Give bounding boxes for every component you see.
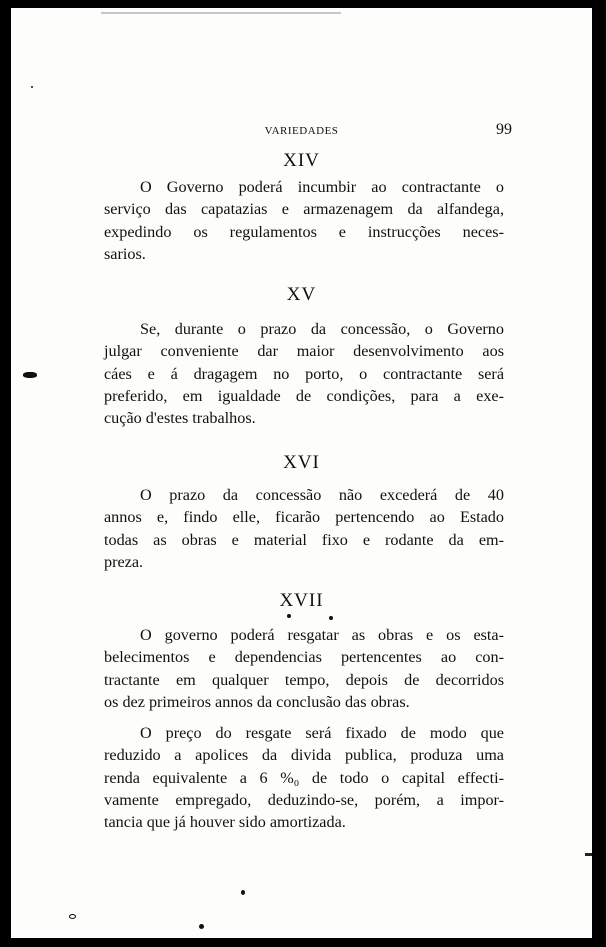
speck <box>31 86 33 88</box>
speck <box>287 614 291 618</box>
text-line: O prazo da concessão não excederá de 40 <box>140 486 504 504</box>
text-line: annos e, findo elle, ficarão pertencendo ao Estado <box>104 508 504 527</box>
text-line: O Governo poderá incumbir ao contractante o <box>140 178 504 196</box>
ink-blot <box>23 372 37 378</box>
text-line: O preço do resgate será fixado de modo que <box>140 724 504 742</box>
scan-artifact-top <box>101 12 341 14</box>
text-line: reduzido a apolices da divida publica, produza uma <box>104 746 504 765</box>
edge-mark <box>585 853 592 856</box>
section-heading-xv: XV <box>286 284 317 305</box>
text-line: belecimentos e dependencias pertencentes ao con- <box>104 648 504 667</box>
paragraph-xiv <box>104 176 504 265</box>
text-line: preferido, em igualdade de condições, para a exe- <box>104 386 504 405</box>
speck <box>199 924 204 929</box>
page-header <box>11 121 592 141</box>
text-line: todas as obras e material fixo e rodante da em- <box>104 530 504 549</box>
text-line: tancia que já houver sido amortizada. <box>104 813 346 832</box>
section-heading-xiv: XIV <box>283 150 320 171</box>
text-line: tractante em qualquer tempo, depois de decorridos <box>104 670 504 689</box>
text-line: julgar conveniente dar maior desenvolvimento aos <box>104 342 504 361</box>
text-line: preza. <box>104 552 144 571</box>
book-page <box>11 8 592 938</box>
text-line: cáes e á dragagem no porto, o contractante será <box>104 364 504 383</box>
text-line: O governo poderá resgatar as obras e os esta- <box>140 626 504 644</box>
text-line: expedindo os regulamentos e instrucções neces- <box>104 222 504 241</box>
paragraph-xvii-2 <box>104 722 504 833</box>
paragraph-xvii-1 <box>104 624 504 713</box>
text-line: renda equivalente a 6 %₀ de todo o capital effecti- <box>104 768 504 787</box>
paragraph-xvi <box>104 484 504 573</box>
speck <box>69 914 76 919</box>
text-line: serviço das capatazias e armazenagem da alfandega, <box>104 200 504 219</box>
section-heading-xvii: XVII <box>279 590 324 611</box>
text-line: os dez primeiros annos da conclusão das obras. <box>104 692 410 711</box>
speck <box>241 890 245 895</box>
page-number: 99 <box>496 121 512 138</box>
speck <box>329 616 333 620</box>
text-line: Se, durante o prazo da concessão, o Governo <box>140 320 504 338</box>
paragraph-xv <box>104 318 504 429</box>
text-line: cução d'estes trabalhos. <box>104 409 256 428</box>
running-title: VARIEDADES <box>264 125 339 137</box>
section-heading-xvi: XVI <box>283 452 320 473</box>
text-line: sarios. <box>104 244 146 263</box>
text-line: vamente empregado, deduzindo-se, porém, a impor- <box>104 790 504 809</box>
